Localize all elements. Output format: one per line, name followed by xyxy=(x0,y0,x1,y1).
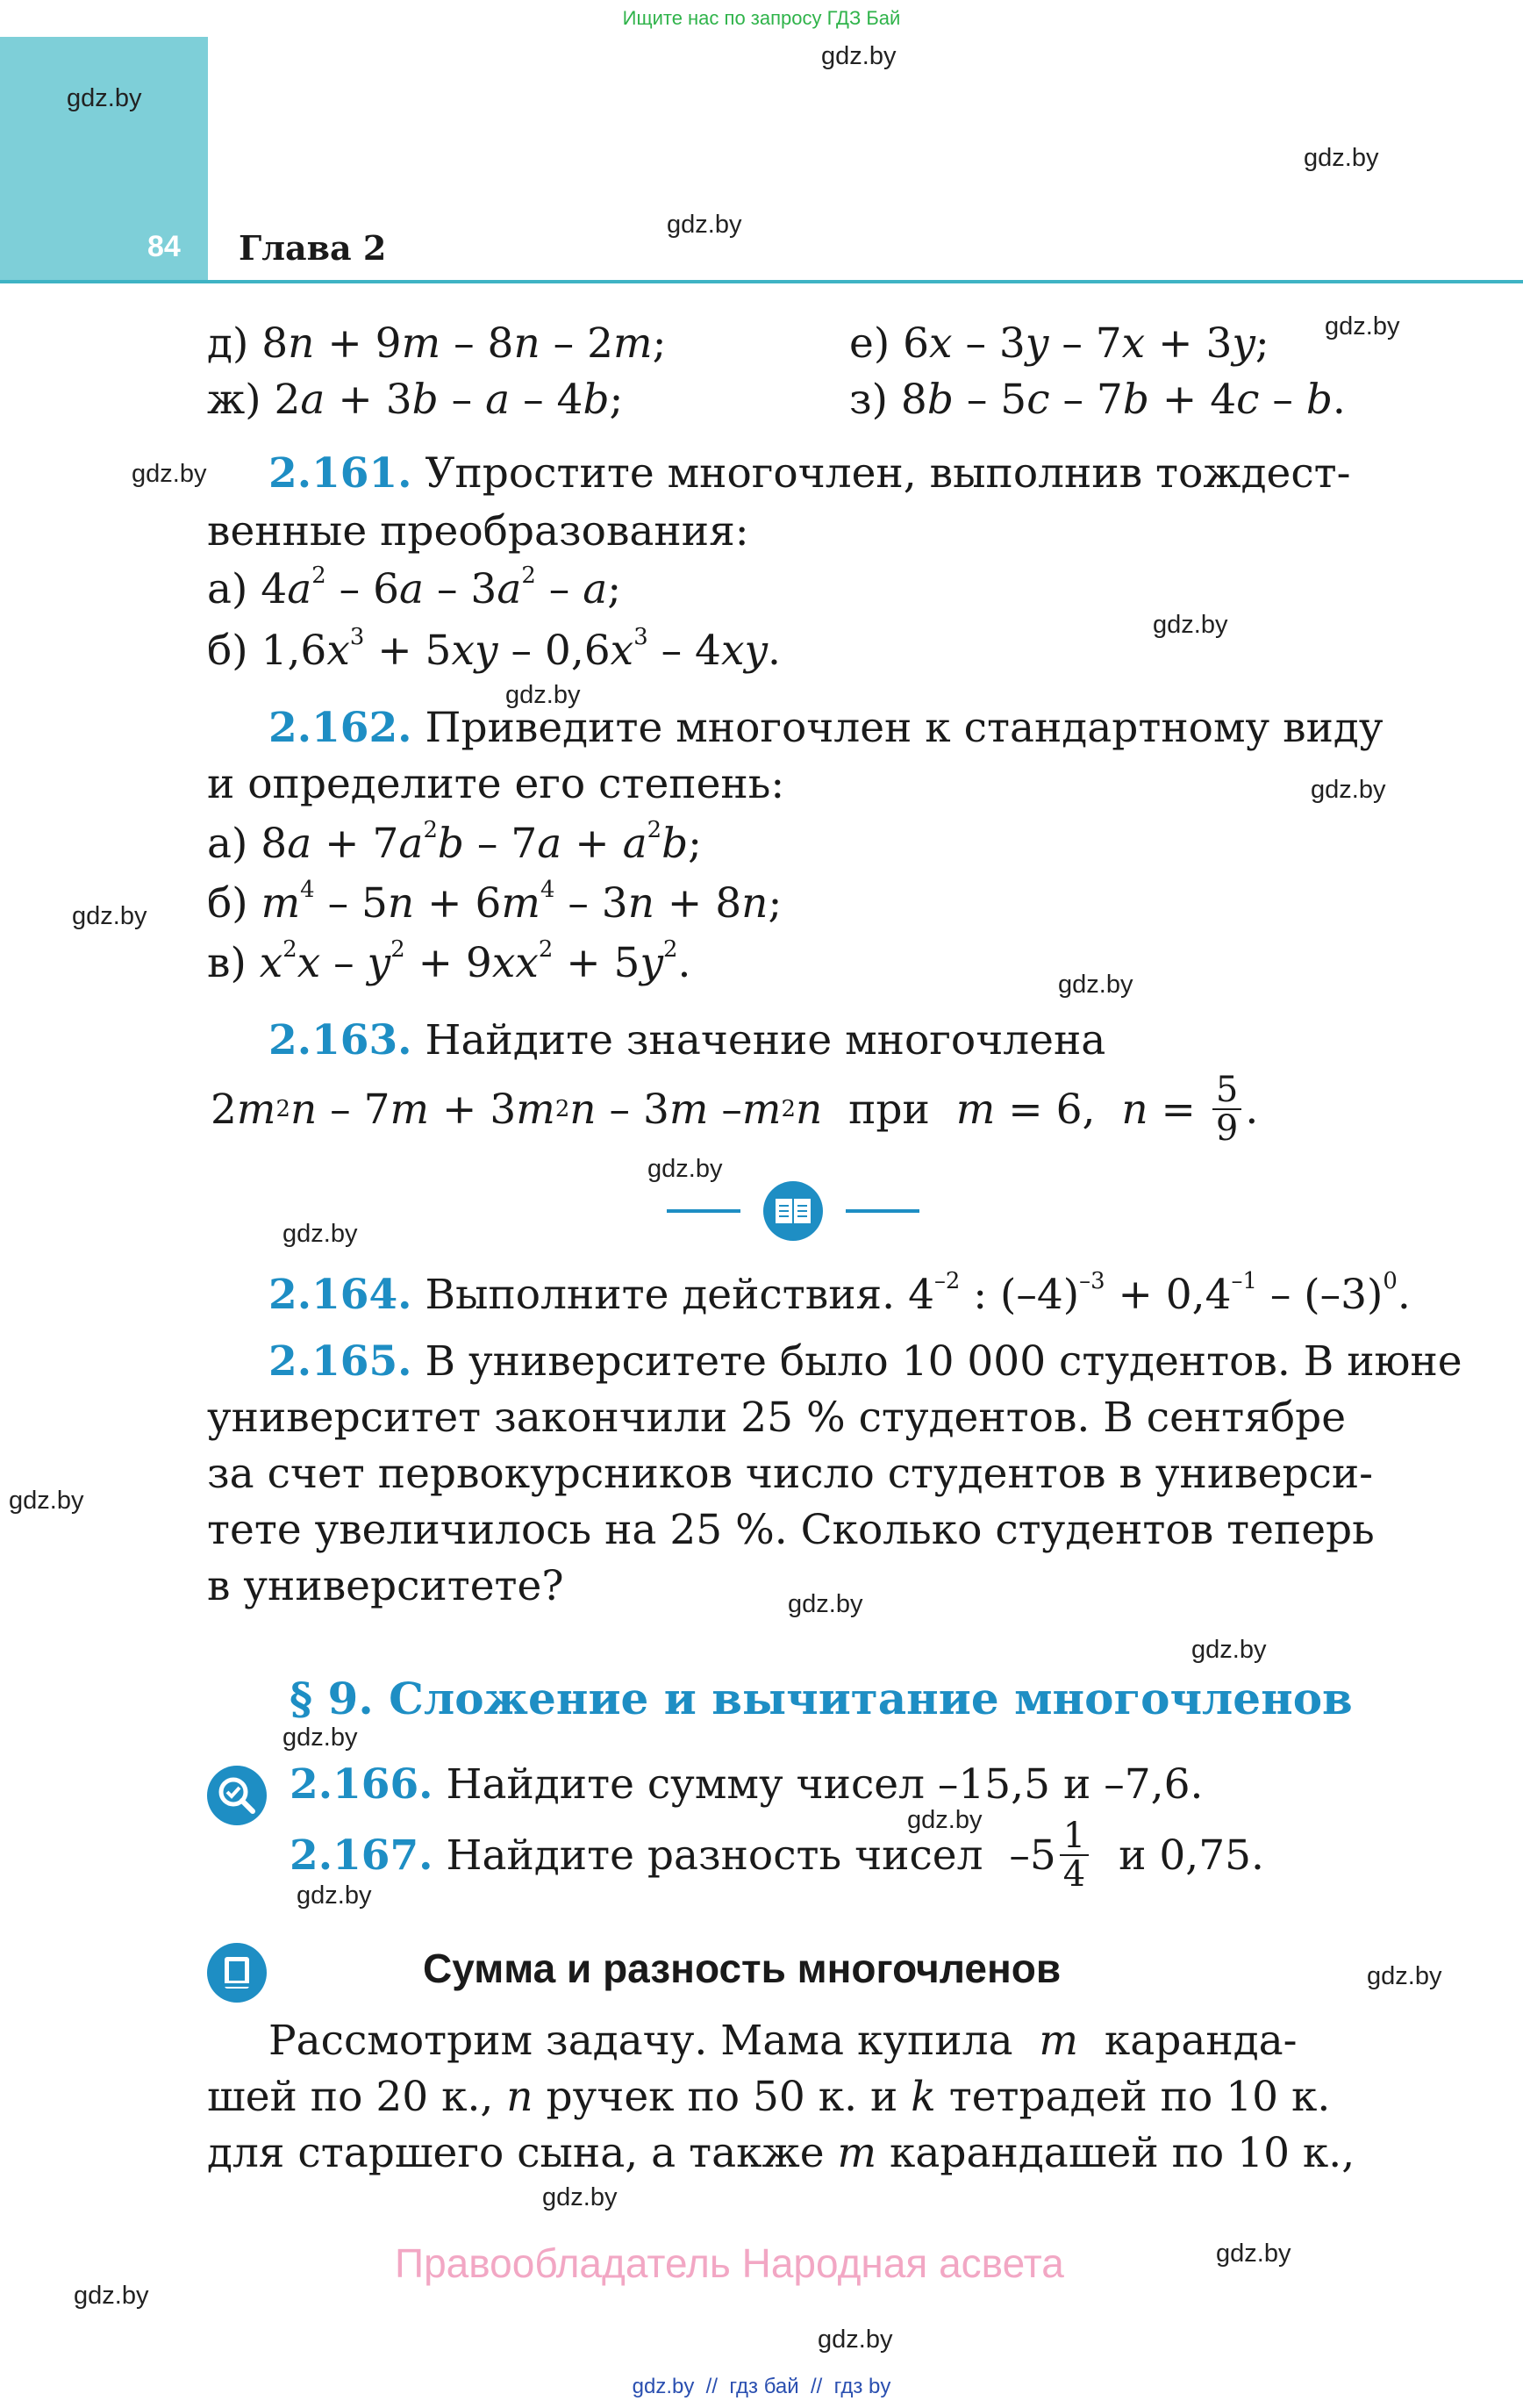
watermark: gdz.by xyxy=(505,681,581,709)
chapter-title: Глава 2 xyxy=(239,228,387,268)
exercise-text: венные преобразования: xyxy=(207,507,749,555)
watermark: gdz.by xyxy=(907,1806,983,1834)
expr-z: з) 8b – 5c – 7b + 4c – b. xyxy=(849,376,1346,424)
exercise-text: Найдите разность чисел xyxy=(446,1831,983,1880)
expr-161b: б) $1,6x^3 + 5xy - 0,6x^3 - 4xy$. xyxy=(207,623,781,675)
exercise-text: тете увеличилось на 25 %. Сколько студентов теперь xyxy=(207,1506,1375,1554)
exercise-text: при xyxy=(848,1085,930,1134)
watermark: gdz.by xyxy=(1367,1962,1442,1990)
exercise-text: и 0,75. xyxy=(1119,1831,1264,1880)
exercise-text: В университете было 10 000 студентов. В июне xyxy=(425,1337,1462,1386)
expr-d: д) 8n + 9m – 8n – 2m; xyxy=(207,319,667,368)
watermark: gdz.by xyxy=(67,84,142,112)
theory-title: Сумма и разность многочленов xyxy=(423,1946,1062,1991)
exercise-text: в университете? xyxy=(207,1562,564,1610)
watermark: gdz.by xyxy=(282,1724,358,1752)
watermark: gdz.by xyxy=(9,1487,84,1515)
exercise-2-163 xyxy=(268,1016,1106,1064)
exercise-number: 2.163. xyxy=(268,1016,412,1064)
exercise-number: 2.161. xyxy=(268,449,412,498)
page-number: 84 xyxy=(147,230,181,263)
exercise-text: Упростите многочлен, выполнив тождест- xyxy=(425,449,1351,498)
item-label: б) xyxy=(207,879,248,928)
theory-line: шей по 20 к., n ручек по 50 к. и k тетрадей по 10 к. xyxy=(207,2073,1331,2121)
watermark: gdz.by xyxy=(1216,2240,1291,2268)
exercise-2-162 xyxy=(268,704,1384,752)
watermark: gdz.by xyxy=(297,1881,372,1910)
watermark: gdz.by xyxy=(282,1220,358,1248)
watermark: gdz.by xyxy=(647,1155,723,1183)
watermark: gdz.by xyxy=(542,2183,618,2211)
theory-text: шей по 20 к., xyxy=(207,2073,494,2121)
exercise-text: Приведите многочлен к стандартному виду xyxy=(425,704,1384,752)
exercise-number: 2.164. xyxy=(268,1271,412,1319)
mixed-number-whole: –5 xyxy=(1009,1831,1056,1880)
expr-162v: в) $x^2x - y^2 + 9xx^2 + 5y^2$. xyxy=(207,935,691,987)
fraction-denominator: 4 xyxy=(1062,1854,1086,1895)
fraction-numerator: 1 xyxy=(1060,1817,1089,1856)
item-label: д) xyxy=(207,319,249,368)
watermark: gdz.by xyxy=(821,42,897,70)
expr-162a: а) $8a + 7a^2b - 7a + a^2b$; xyxy=(207,816,702,868)
fraction xyxy=(1060,1817,1089,1893)
item-label: з) xyxy=(849,376,888,424)
fraction-denominator: 9 xyxy=(1215,1108,1239,1149)
watermark: gdz.by xyxy=(72,902,147,930)
exercise-2-166 xyxy=(290,1760,1204,1809)
exercise-text: за счет первокурсников число студентов в универси- xyxy=(207,1450,1374,1498)
exercise-text: Найдите значение многочлена xyxy=(425,1016,1106,1064)
theory-text: Рассмотрим задачу. Мама купила xyxy=(268,2017,1013,2065)
expr-162b: б) $m^4 - 5n + 6m^4 - 3n + 8n$; xyxy=(207,876,783,928)
expr-161a: а) $4a^2 - 6a - 3a^2$ – a; xyxy=(207,562,622,613)
watermark: gdz.by xyxy=(132,460,207,488)
watermark: gdz.by xyxy=(1325,312,1400,340)
exercise-number: 2.162. xyxy=(268,704,412,752)
watermark: gdz.by xyxy=(667,211,742,239)
top-banner: Ищите нас по запросу ГДЗ Бай xyxy=(622,7,901,29)
item-label: ж) xyxy=(207,376,261,424)
watermark: gdz.by xyxy=(818,2326,893,2354)
book-icon xyxy=(207,1943,267,2003)
watermark: gdz.by xyxy=(1311,776,1386,804)
item-label: а) xyxy=(207,565,248,613)
item-label: а) xyxy=(207,820,248,868)
exercise-text: Выполните действия. xyxy=(425,1271,896,1319)
exercise-number: 2.167. xyxy=(290,1831,433,1880)
divider-line-left xyxy=(667,1209,740,1213)
exercise-text: Найдите сумму чисел –15,5 и –7,6. xyxy=(446,1760,1204,1809)
magnifier-icon xyxy=(207,1766,267,1825)
exercise-text: и определите его степень: xyxy=(207,760,785,808)
expr-e: е) 6x – 3y – 7x + 3y; xyxy=(849,319,1269,368)
theory-line: Рассмотрим задачу. Мама купила m каранда- xyxy=(268,2017,1298,2065)
section-title: § 9. Сложение и вычитание многочленов xyxy=(290,1673,1353,1724)
bottom-banner: gdz.by // гдз бай // гдз by xyxy=(632,2375,891,2398)
exercise-2-164: 2.164. Выполните действия. $4^{-2}$ : $(-4)^{-3} + 0,4^{-1} - (-3)^0$. xyxy=(268,1267,1411,1319)
expr-163: 2 m 2 n – 7 m + 3 m 2 n – 3 m – m 2 n при m = 6, n = $\frac{5}{9}$ . xyxy=(211,1070,1259,1149)
open-book-icon xyxy=(763,1181,823,1241)
exercise-text: университет закончили 25 % студентов. В сентябре xyxy=(207,1394,1347,1442)
exercise-number: 2.165. xyxy=(268,1337,412,1386)
watermark: gdz.by xyxy=(1058,971,1133,999)
exercise-2-167 xyxy=(290,1813,1264,1897)
watermark: gdz.by xyxy=(1304,144,1379,172)
item-label: б) xyxy=(207,627,248,675)
exercise-2-161 xyxy=(268,449,1351,498)
watermark: gdz.by xyxy=(1191,1636,1267,1664)
fraction xyxy=(1212,1071,1241,1147)
exercise-number: 2.166. xyxy=(290,1760,433,1809)
copyright-notice: Правообладатель Народная асвета xyxy=(395,2240,1064,2286)
expr-zh: ж) 2a + 3b – a – 4b; xyxy=(207,376,624,424)
item-label: е) xyxy=(849,319,890,368)
theory-line: для старшего сына, а также m карандашей по 10 к., xyxy=(207,2129,1355,2177)
exercise-2-165 xyxy=(268,1337,1462,1386)
watermark: gdz.by xyxy=(1153,611,1228,639)
fraction-numerator: 5 xyxy=(1212,1071,1241,1110)
theory-text: для старшего сына, а также xyxy=(207,2129,825,2177)
divider-line-right xyxy=(846,1209,919,1213)
watermark: gdz.by xyxy=(788,1590,863,1618)
header-rule xyxy=(0,280,1523,283)
item-label: в) xyxy=(207,939,247,987)
watermark: gdz.by xyxy=(74,2282,149,2310)
